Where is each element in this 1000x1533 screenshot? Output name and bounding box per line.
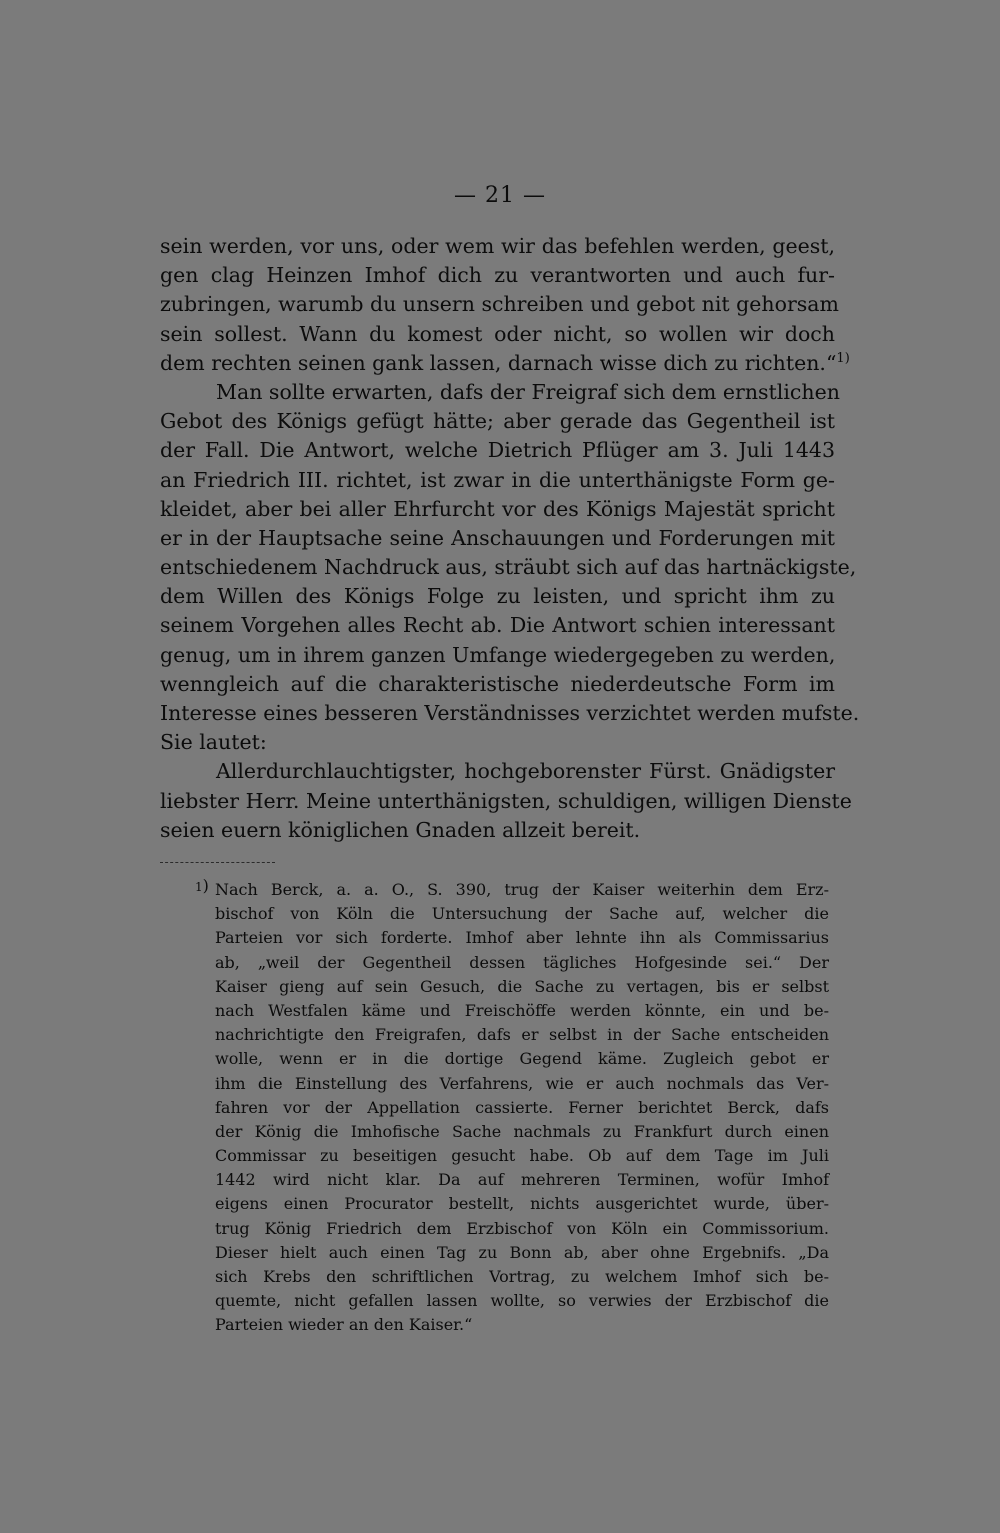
body-line: entschiedenem Nachdruck aus, sträubt sich auf das hartnäckigste, — [160, 555, 857, 580]
body-line: wenngleich auf die charakteristische niederdeutsche Form im — [160, 671, 835, 696]
body-line: Sie lautet: — [160, 730, 267, 755]
body-text — [160, 232, 860, 845]
footnote-line: nach Westfalen käme und Freischöffe werden könnte, ein und be- — [215, 1000, 829, 1020]
footnote-line: eigens einen Procurator bestellt, nichts ausgerichtet wurde, über- — [215, 1194, 829, 1214]
footnote-line: quemte, nicht gefallen lassen wollte, so verwies der Erzbischof die — [215, 1291, 829, 1311]
body-line: seien euern königlichen Gnaden allzeit bereit. — [160, 817, 641, 842]
footnote-line: Parteien wieder an den Kaiser.“ — [215, 1315, 473, 1335]
body-line: sein werden, vor uns, oder wem wir das befehlen werden, geest, — [160, 234, 835, 258]
footnote-line: ab, „weil der Gegentheil dessen tägliches Hofgesinde sei.“ Der — [215, 952, 829, 972]
page-number: — 21 — — [454, 183, 546, 208]
body-line: gen clag Heinzen Imhof dich zu verantworten und auch fur- — [160, 263, 835, 288]
body-line: seinem Vorgehen alles Recht ab. Die Antwort schien interessant — [160, 613, 835, 638]
body-line: der Fall. Die Antwort, welche Dietrich Pflüger am 3. Juli 1443 — [160, 438, 835, 463]
footnote-line: Parteien vor sich forderte. Imhof aber lehnte ihn als Commissarius — [215, 928, 829, 948]
body-line: er in der Hauptsache seine Anschauungen und Forderungen mit — [160, 525, 835, 550]
footnote — [195, 876, 829, 1338]
body-line: Allerdurchlauchtigster, hochgeborenster Fürst. Gnädigster — [216, 759, 835, 784]
footnote-line: 1442 wird nicht klar. Da auf mehreren Terminen, wofür Imhof — [215, 1170, 829, 1190]
body-line: an Friedrich III. richtet, ist zwar in die unterthänigste Form ge- — [160, 467, 835, 492]
body-line: dem rechten seinen gank lassen, darnach wisse dich zu richten.“ — [160, 350, 837, 375]
footnote-line: wolle, wenn er in die dortige Gegend käme. Zugleich gebot er — [215, 1049, 829, 1069]
footnote-line: ihm die Einstellung des Verfahrens, wie er auch nochmals das Ver- — [215, 1073, 829, 1093]
footnote-marker-number: 1 — [195, 880, 203, 894]
body-line: Interesse eines besseren Verständnisses verzichtet werden mufste. — [160, 701, 860, 725]
footnote-line: bischof von Köln die Untersuchung der Sache auf, welcher die — [215, 904, 829, 924]
footnote-line: Kaiser gieng auf sein Gesuch, die Sache zu vertagen, bis er selbst — [215, 976, 829, 996]
footnote-line: Nach Berck, a. a. O., S. 390, trug der Kaiser weiterhin dem Erz- — [215, 880, 829, 899]
footnote-marker-paren: ) — [202, 876, 209, 895]
body-line: liebster Herr. Meine unterthänigsten, schuldigen, willigen Dienste — [160, 788, 852, 813]
footnote-line: der König die Imhofische Sache nachmals zu Frankfurt durch einen — [215, 1121, 829, 1141]
footnote-line: Dieser hielt auch einen Tag zu Bonn ab, aber ohne Ergebnifs. „Da — [215, 1242, 829, 1262]
body-line: Man sollte erwarten, dafs der Freigraf sich dem ernstlichen — [216, 379, 840, 404]
footnote-line: nachrichtigte den Freigrafen, dafs er selbst in der Sache entscheiden — [215, 1025, 829, 1045]
footnote-marker — [195, 876, 209, 895]
footnote-line: sich Krebs den schriftlichen Vortrag, zu welchem Imhof sich be- — [215, 1267, 829, 1286]
body-line: sein sollest. Wann du komest oder nicht, so wollen wir doch — [160, 321, 835, 346]
footnote-separator — [160, 862, 275, 863]
footnote-line: trug König Friedrich dem Erzbischof von Köln ein Commissorium. — [215, 1218, 829, 1238]
footnote-line: fahren vor der Appellation cassierte. Ferner berichtet Berck, dafs — [215, 1097, 829, 1117]
body-line: dem Willen des Königs Folge zu leisten, und spricht ihm zu — [160, 584, 835, 609]
body-line: zubringen, warumb du unsern schreiben und gebot nit gehorsam — [160, 292, 839, 317]
body-line: Gebot des Königs gefügt hätte; aber gerade das Gegentheil ist — [160, 409, 835, 434]
body-line: genug, um in ihrem ganzen Umfange wiedergegeben zu werden, — [160, 642, 836, 667]
footnote-line: Commissar zu beseitigen gesucht habe. Ob auf dem Tage im Juli — [215, 1146, 829, 1166]
body-line: kleidet, aber bei aller Ehrfurcht vor des Königs Majestät spricht — [160, 496, 835, 521]
footnote-reference[interactable]: 1) — [836, 350, 850, 366]
body-line-with-footnote-ref — [160, 349, 850, 378]
